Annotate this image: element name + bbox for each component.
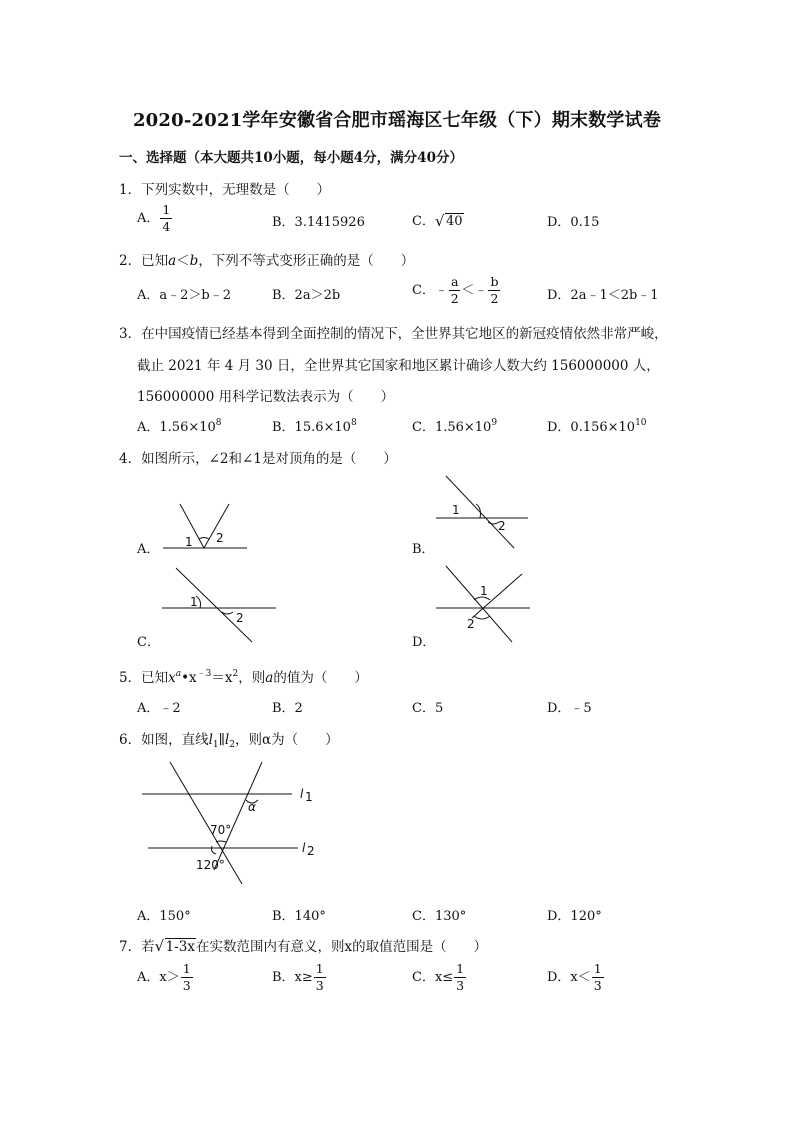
question-7-option-b: B．x≥ $\frac{1}{3}$ bbox=[272, 961, 324, 993]
fraction: $\frac{1}{3}$ bbox=[315, 961, 324, 993]
angle-120-label: 120° bbox=[196, 858, 225, 872]
question-2-option-a: A．a﹣2＞b﹣2 bbox=[137, 288, 232, 303]
question-4-option-b: B． bbox=[412, 542, 435, 557]
question-7-stem: 7．若√ 1-3x在实数范围内有意义，则x的取值范围是（ ） bbox=[119, 935, 487, 955]
fraction: $\frac{a}{2}$ bbox=[450, 274, 459, 306]
question-7-option-a: A．x＞ $\frac{1}{3}$ bbox=[137, 961, 191, 993]
angle-2-label: 2 bbox=[216, 531, 224, 545]
question-2-option-b: B．2a＞2b bbox=[272, 288, 341, 303]
line-l1-label: l bbox=[300, 787, 304, 801]
question-6-option-c: C．130° bbox=[412, 909, 467, 924]
question-3-option-d: D．$0.156\times 10^{10}$ bbox=[547, 418, 647, 435]
question-6-option-a: A．150° bbox=[137, 909, 191, 924]
question-2-stem: 2．已知a＜b，下列不等式变形正确的是（ ） bbox=[119, 253, 415, 269]
question-4-option-a: A． bbox=[137, 542, 160, 557]
line-l1-subscript: 1 bbox=[305, 790, 313, 804]
angle-2-label: 2 bbox=[236, 611, 244, 625]
angle-2-label: 2 bbox=[467, 617, 475, 631]
question-5-option-d: D．﹣5 bbox=[547, 701, 592, 716]
question-3-option-c: C．$1.56\times 10^9$ bbox=[412, 418, 498, 435]
question-3-line-2: 截止 2021 年 4 月 30 日，全世界其它国家和地区累计确诊人数大约 156000000 人， bbox=[137, 358, 660, 374]
sqrt: √ 1-3x bbox=[155, 939, 196, 955]
alpha-label: α bbox=[248, 800, 256, 814]
question-5-stem: 5．已知$x^a•x^{﹣3}=x^2$，则a的值为（ ） bbox=[119, 669, 368, 686]
fraction: $\frac{1}{3}$ bbox=[182, 961, 191, 993]
angle-1-label: 1 bbox=[185, 535, 193, 549]
question-3-line-3: 156000000 用科学记数法表示为（ ） bbox=[137, 389, 395, 405]
question-4-option-d: D． bbox=[412, 635, 436, 650]
angle-1-label: 1 bbox=[480, 584, 488, 598]
question-1-option-c: C．√ 40 bbox=[412, 210, 464, 229]
question-7-option-c: C．x≤ $\frac{1}{3}$ bbox=[412, 961, 465, 993]
page-title: 2020-2021学年安徽省合肥市瑶海区七年级（下）期末数学试卷 bbox=[132, 110, 662, 131]
question-6-stem: 6．如图，直线$l_1\parallel l_2$，则α为（ ） bbox=[119, 732, 339, 750]
question-4-option-c: C． bbox=[137, 635, 160, 650]
question-4-stem: 4．如图所示，∠2和∠1是对顶角的是（ ） bbox=[119, 451, 397, 467]
question-5-option-a: A．﹣2 bbox=[137, 701, 181, 716]
question-6-option-b: B．140° bbox=[272, 909, 326, 924]
question-1-option-a: A． $\frac{1}{4}$ bbox=[137, 202, 171, 234]
fraction: $\frac{b}{2}$ bbox=[490, 274, 499, 306]
figure-4d bbox=[436, 564, 536, 648]
sqrt: √ 40 bbox=[435, 214, 464, 229]
line-l2-label: l bbox=[302, 841, 306, 855]
fraction: $\frac{1}{3}$ bbox=[593, 961, 602, 993]
question-7-option-d: D．x＜ $\frac{1}{3}$ bbox=[547, 961, 602, 993]
angle-1-label: 1 bbox=[190, 595, 198, 609]
figure-4c bbox=[160, 566, 280, 646]
question-5-option-c: C．5 bbox=[412, 701, 444, 716]
fraction: $\frac{1}{3}$ bbox=[456, 961, 465, 993]
question-5-option-b: B．2 bbox=[272, 701, 303, 716]
question-3-option-b: B．$15.6\times 10^8$ bbox=[272, 418, 357, 435]
figure-6 bbox=[140, 760, 340, 890]
figure-4b bbox=[436, 472, 536, 552]
question-2-option-d: D．2a﹣1＜2b﹣1 bbox=[547, 288, 659, 303]
question-3-option-a: A．$1.56\times 10^8$ bbox=[137, 418, 222, 435]
angle-1-label: 1 bbox=[452, 503, 460, 517]
fraction: $\frac{1}{4}$ bbox=[162, 202, 171, 234]
line-l2-subscript: 2 bbox=[307, 844, 315, 858]
angle-2-label: 2 bbox=[498, 519, 506, 533]
question-6-option-d: D．120° bbox=[547, 909, 602, 924]
question-1-option-b: B．3.1415926 bbox=[272, 215, 365, 230]
question-3-line-1: 3．在中国疫情已经基本得到全面控制的情况下，全世界其它地区的新冠疫情依然非常严峻， bbox=[119, 326, 668, 342]
section-heading: 一、选择题（本大题共10小题，每小题4分，满分40分） bbox=[119, 150, 463, 166]
question-2-option-c: C．﹣ $\frac{a}{2}$ ＜﹣ $\frac{b}{2}$ bbox=[412, 274, 499, 306]
angle-70-label: 70° bbox=[210, 823, 232, 837]
figure-4a bbox=[160, 495, 260, 555]
question-1-stem: 1．下列实数中，无理数是（ ） bbox=[119, 182, 331, 198]
question-1-option-d: D．0.15 bbox=[547, 215, 600, 230]
